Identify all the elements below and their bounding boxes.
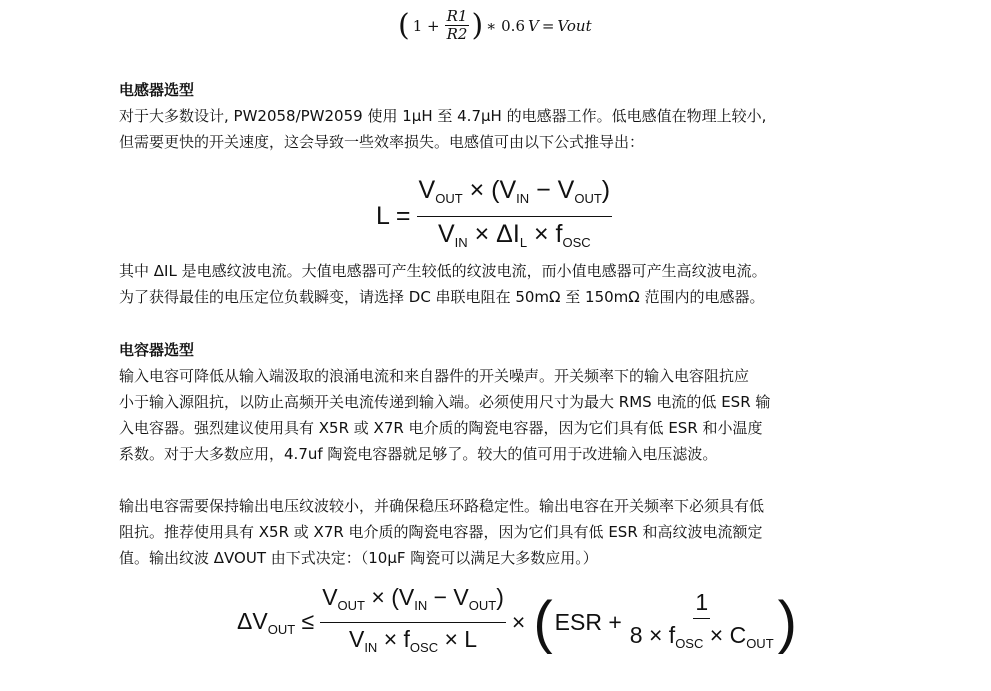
formula3-fraction-1 bbox=[320, 583, 506, 662]
f2-num-sub-in: IN bbox=[516, 191, 530, 206]
formula3-esr: ESR + bbox=[554, 609, 622, 635]
formula1-equals: = bbox=[541, 16, 555, 35]
formula3-lhs bbox=[237, 608, 314, 637]
formula3-denominator-1 bbox=[347, 623, 479, 662]
f3-d2-8f: 8 × f bbox=[629, 621, 676, 648]
formula2-fraction bbox=[417, 175, 613, 258]
f2-num-minus-v: − V bbox=[529, 176, 575, 204]
formula1-left-paren: ( bbox=[398, 7, 410, 43]
f3-d1-sub-in: IN bbox=[364, 640, 378, 655]
f2-num-times-vin: × (V bbox=[462, 176, 517, 204]
f2-den-f: × f bbox=[527, 220, 563, 248]
f3-d1-v: V bbox=[348, 626, 365, 652]
f3-d2-sub-out: OUT bbox=[746, 635, 774, 651]
f2-den-v: V bbox=[437, 220, 455, 248]
f2-den-sub-l: L bbox=[519, 235, 528, 250]
output-cap-line-2: 阻抗。推荐使用具有 X5R 或 X7R 电介质的陶瓷电容器，因为它们具有低 ESR 和高纹波电流额定 bbox=[119, 523, 763, 541]
f2-num-sub-out: OUT bbox=[435, 191, 463, 206]
f3-n1-times-vin: × (V bbox=[364, 584, 415, 610]
input-capacitor-paragraph bbox=[119, 363, 864, 467]
f3-n1-close: ) bbox=[496, 584, 504, 610]
f3-n1-sub-in: IN bbox=[414, 598, 428, 613]
formula1-volt-unit: V bbox=[528, 16, 539, 35]
inductor-heading: 电感器选型 bbox=[119, 81, 195, 99]
formula3-numerator-2: 1 bbox=[693, 588, 710, 619]
f3-n1-minus-v: − V bbox=[427, 584, 469, 610]
inductor-note-paragraph bbox=[119, 258, 864, 310]
f2-den-sub-osc: OSC bbox=[562, 235, 591, 250]
f3-n1-sub-out: OUT bbox=[337, 598, 365, 613]
output-ripple-formula bbox=[237, 583, 799, 662]
f2-num-sub-out2: OUT bbox=[574, 191, 602, 206]
formula1-right-paren: ) bbox=[471, 7, 484, 43]
inductor-paragraph bbox=[119, 103, 864, 155]
formula1-vout: Vout bbox=[557, 16, 592, 35]
formula3-times: × bbox=[511, 609, 526, 635]
capacitor-line-1: 输入电容可降低从输入端汲取的浪涌电流和来自器件的开关噪声。开关频率下的输入电容阻抗应 bbox=[119, 367, 750, 385]
f3-d1-l: × L bbox=[438, 626, 478, 652]
inductance-formula bbox=[376, 175, 612, 258]
inductor-note-line-2: 为了获得最佳的电压定位负载瞬变，请选择 DC 串联电阻在 50mΩ 至 150mΩ 范围内的电感器。 bbox=[119, 288, 765, 306]
formula3-fraction-2 bbox=[628, 588, 776, 658]
formula3-numerator-1 bbox=[320, 583, 506, 623]
f3-lhs-delta-v: ΔV bbox=[237, 608, 268, 634]
f2-num-close: ) bbox=[601, 176, 611, 204]
f3-lhs-leq: ≤ bbox=[295, 608, 315, 634]
output-capacitor-paragraph bbox=[119, 493, 864, 571]
f2-den-delta-i: × ΔI bbox=[467, 220, 520, 248]
f3-d2-sub-osc: OSC bbox=[675, 635, 704, 651]
output-cap-line-3: 值。输出纹波 ΔVOUT 由下式决定：（10μF 陶瓷可以满足大多数应用。） bbox=[119, 549, 598, 567]
formula2-lhs: L = bbox=[376, 202, 411, 230]
f2-num-v: V bbox=[418, 176, 436, 204]
f3-d2-c: × C bbox=[703, 621, 747, 648]
f3-d1-f: × f bbox=[377, 626, 410, 652]
f2-den-sub-in: IN bbox=[454, 235, 468, 250]
capacitor-heading: 电容器选型 bbox=[119, 341, 195, 359]
f3-lhs-sub-out: OUT bbox=[267, 622, 296, 637]
formula1-one-plus: 1 + bbox=[412, 16, 440, 35]
inductor-line-1: 对于大多数设计, PW2058/PW2059 使用 1μH 至 4.7μH 的电感器工作。低电感值在物理上较小, bbox=[119, 107, 767, 125]
f3-n1-sub-out2: OUT bbox=[468, 598, 497, 613]
inductor-note-line-1: 其中 ΔIL 是电感纹波电流。大值电感器可产生较低的纹波电流，而小值电感器可产生高纹波电流。 bbox=[119, 262, 767, 280]
formula2-numerator bbox=[417, 175, 613, 217]
formula1-numerator: R1 bbox=[446, 7, 468, 25]
capacitor-line-2: 小于输入源阻抗，以防止高频开关电流传递到输入端。必须使用尺寸为最大 RMS 电流的低 ESR 输 bbox=[119, 393, 771, 411]
feedback-divider-formula bbox=[398, 8, 592, 43]
f3-n1-v: V bbox=[322, 584, 338, 610]
formula1-fraction bbox=[445, 8, 470, 43]
f3-d1-sub-osc: OSC bbox=[409, 640, 439, 655]
formula3-denominator-2 bbox=[628, 619, 776, 658]
formula3-left-paren: ( bbox=[533, 589, 553, 655]
formula3-right-paren: ) bbox=[777, 589, 797, 655]
formula1-multiplier: ∗ 0.6 bbox=[486, 16, 525, 35]
inductor-line-2: 但需要更快的开关速度，这会导致一些效率损失。电感值可由以下公式推导出： bbox=[119, 133, 645, 151]
output-cap-line-1: 输出电容需要保持输出电压纹波较小，并确保稳压环路稳定性。输出电容在开关频率下必须具有低 bbox=[119, 497, 765, 515]
capacitor-line-3: 入电容器。强烈建议使用具有 X5R 或 X7R 电介质的陶瓷电容器，因为它们具有低 ESR 和小温度 bbox=[119, 419, 763, 437]
formula2-denominator bbox=[436, 217, 593, 258]
formula1-denominator: R2 bbox=[446, 25, 468, 43]
capacitor-line-4: 系数。对于大多数应用，4.7uf 陶瓷电容器就足够了。较大的值可用于改进输入电压滤波。 bbox=[119, 445, 718, 463]
